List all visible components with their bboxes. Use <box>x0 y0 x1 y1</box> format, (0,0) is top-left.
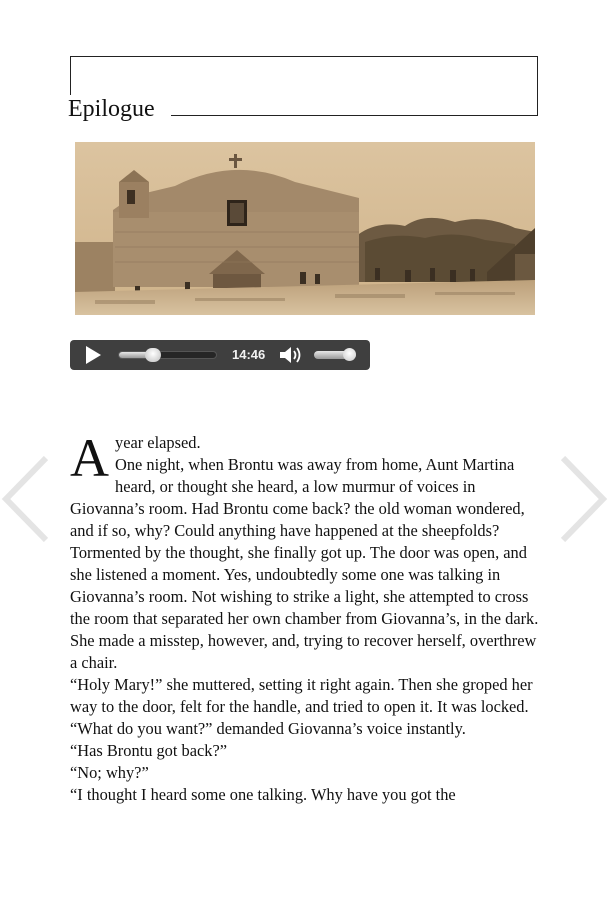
play-icon <box>84 346 102 364</box>
chapter-illustration <box>75 142 535 315</box>
volume-handle[interactable] <box>343 348 356 361</box>
play-button[interactable] <box>84 346 102 364</box>
chevron-right-icon <box>561 456 609 542</box>
paragraph: “No; why?” <box>70 763 149 782</box>
seek-bar[interactable] <box>118 351 217 359</box>
paragraph: “What do you want?” demanded Giovanna’s voice instantly. <box>70 719 466 738</box>
volume-slider[interactable] <box>314 351 356 359</box>
next-page-button[interactable] <box>561 456 609 542</box>
drop-cap: A <box>70 428 109 488</box>
paragraph: “I thought I heard some one talking. Why have you got the <box>70 785 456 804</box>
previous-page-button[interactable] <box>0 456 48 542</box>
paragraph: “Holy Mary!” she muttered, setting it right again. Then she groped her way to the door, felt for the handle, and tried to open it. It was locked. <box>70 675 533 716</box>
time-display: 14:46 <box>232 347 266 362</box>
paragraph: “Has Brontu got back?” <box>70 741 228 760</box>
chevron-left-icon <box>0 456 48 542</box>
church-photo <box>75 142 535 315</box>
paragraph: One night, when Brontu was away from home, Aunt Martina heard, or thought she heard, a low murmur of voices in Giovanna’s room. Had Brontu come back? the old woman wondered, and if so, why? Could anything have happened at the sheepfolds? <box>70 455 525 540</box>
seek-handle[interactable] <box>145 348 161 362</box>
paragraph: A year elapsed. <box>70 428 201 488</box>
chapter-title: Epilogue <box>68 95 171 123</box>
mute-button[interactable] <box>280 346 304 364</box>
speaker-icon <box>280 346 304 364</box>
paragraph: Tormented by the thought, she finally got up. The door was open, and she listened a moment. Yes, undoubtedly some one was talking in Giovanna’s room. Not wishing to strike a light, she attempted to cross the room that separated her own chamber from Giovanna’s, in the dark. She made a misstep, however, and, trying to recover herself, overthrew a chair. <box>70 543 539 672</box>
chapter-text <box>70 428 544 806</box>
audio-player <box>70 340 370 370</box>
